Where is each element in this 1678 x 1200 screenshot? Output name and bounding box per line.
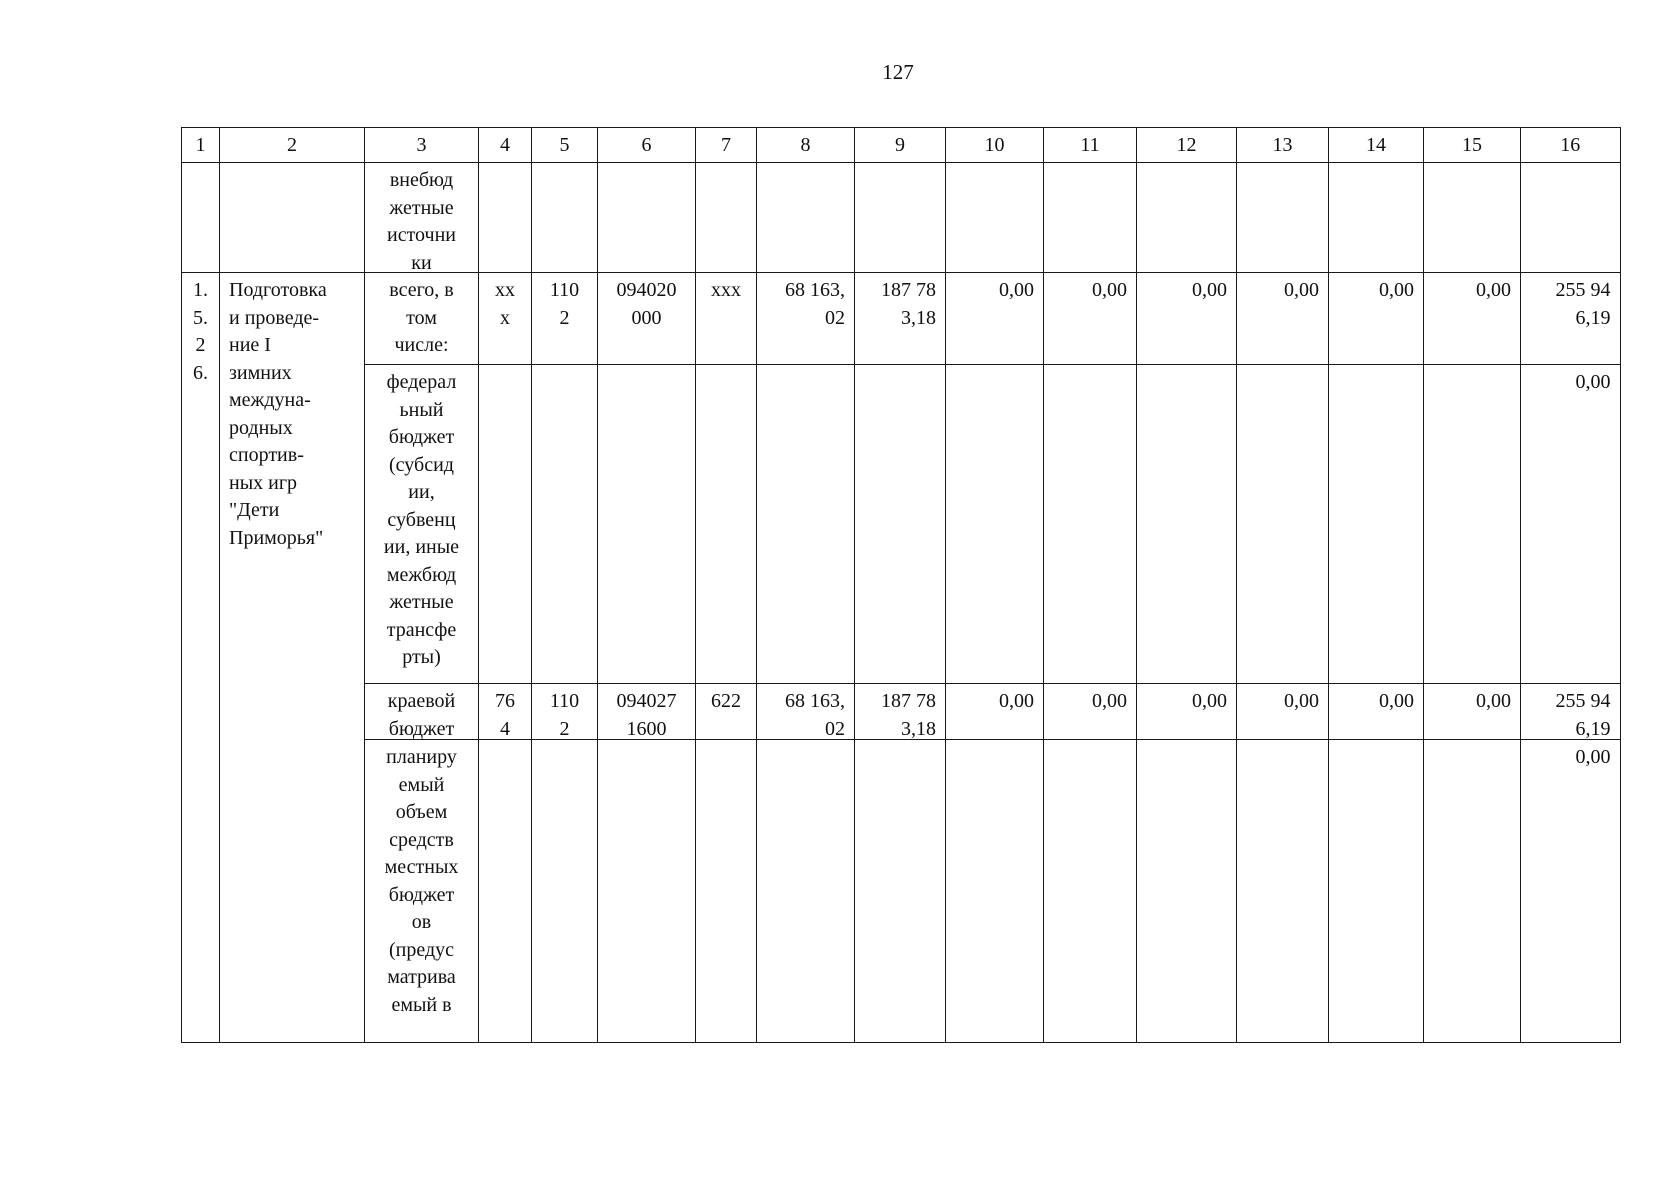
cell-text-line: 6,19: [1575, 717, 1611, 739]
cell-text-line: 0,00: [1284, 279, 1319, 301]
cell-text-line: 187 78: [881, 690, 936, 712]
table-cell-r2-c13: [1236, 272, 1328, 364]
header-cell-8: 8: [756, 127, 854, 162]
table-cell-r1-c13: [1236, 162, 1328, 272]
cell-text-line: (предус: [388, 938, 455, 961]
table-cell-r1-c10: [945, 162, 1043, 272]
cell-text-line: хх: [495, 279, 515, 301]
header-cell-13: 13: [1236, 127, 1328, 162]
table-cell-r2-c14: [1328, 272, 1423, 364]
cell-text-line: ов: [411, 911, 432, 933]
table-cell-r2-c7: [695, 272, 756, 364]
table-cell-r4-c9: [854, 683, 945, 739]
cell-text-line: 0,00: [1379, 279, 1414, 301]
cell-text-line: 0,00: [1476, 690, 1511, 712]
header-cell-5: 5: [531, 127, 597, 162]
cell-text-line: объем: [395, 801, 448, 823]
cell-text-line: 1.: [193, 279, 208, 301]
cell-text-line: 76: [495, 690, 515, 712]
cell-text-line: субвенц: [387, 508, 456, 531]
table-cell-r4-c13: [1236, 683, 1328, 739]
table-cell-r4-c16: [1520, 683, 1621, 739]
cell-text-line: родных: [229, 416, 293, 439]
table-cell-r1-c3: [364, 162, 478, 272]
header-cell-9: 9: [854, 127, 945, 162]
header-cell-10: 10: [945, 127, 1043, 162]
cell-text-line: всего, в: [389, 279, 454, 301]
table-cell-r1-c7: [695, 162, 756, 272]
cell-text-line: 0,00: [1192, 279, 1227, 301]
table-cell-r1-c15: [1423, 162, 1520, 272]
cell-text-line: числе:: [394, 334, 449, 356]
cell-text-line: 2: [195, 334, 206, 356]
cell-text-line: бюджет: [388, 883, 455, 906]
table-cell-r3-c3: [364, 364, 478, 683]
cell-text-line: 6.: [193, 361, 208, 384]
table-cell-r3-c13: [1236, 364, 1328, 683]
header-cell-7: 7: [695, 127, 756, 162]
cell-text-line: 0,00: [1379, 690, 1414, 712]
table-cell-r3-c12: [1136, 364, 1236, 683]
cell-text-line: планиру: [386, 746, 457, 768]
cell-text-line: том: [406, 306, 437, 329]
cell-text-line: ных игр: [229, 471, 298, 494]
cell-text-line: 187 78: [881, 279, 936, 301]
cell-text-line: федерал: [386, 371, 457, 393]
cell-text-line: 02: [825, 717, 845, 739]
cell-text-line: (субсид: [389, 453, 454, 476]
cell-text-line: Приморья": [229, 526, 324, 549]
cell-text-line: 110: [549, 690, 580, 712]
cell-text-line: емый: [398, 773, 445, 796]
table-cell-r4-c15: [1423, 683, 1520, 739]
header-cell-11: 11: [1043, 127, 1136, 162]
table-cell-r5-c6: [597, 739, 695, 1043]
table-cell-r4-c12: [1136, 683, 1236, 739]
cell-text-line: 5.: [193, 306, 208, 329]
cell-text-line: 000: [631, 306, 662, 329]
cell-text-line: 4: [500, 717, 510, 739]
table-cell-r5-c14: [1328, 739, 1423, 1043]
cell-text-line: 02: [825, 306, 845, 329]
cell-text-line: жетные: [389, 196, 454, 219]
cell-text-line: 255 94: [1555, 690, 1611, 712]
cell-text-line: ние I: [229, 334, 271, 356]
cell-text-line: 0,00: [1575, 746, 1611, 768]
cell-text-line: 0,00: [1092, 690, 1127, 712]
table-cell-r3-c11: [1043, 364, 1136, 683]
cell-text-line: бюджет: [388, 717, 455, 739]
cell-text-line: средств: [389, 828, 454, 851]
table-cell-r4-c10: [945, 683, 1043, 739]
cell-text-line: 255 94: [1555, 279, 1611, 301]
table-cell-r1-c11: [1043, 162, 1136, 272]
cell-text-line: ххх: [711, 279, 741, 301]
cell-text-line: 0,00: [1575, 371, 1611, 393]
table-cell-r2-c15: [1423, 272, 1520, 364]
table-cell-r3-c8: [756, 364, 854, 683]
header-cell-2: 2: [219, 127, 364, 162]
cell-text-line: 3,18: [901, 306, 936, 329]
table-cell-r2-c3: [364, 272, 478, 364]
table-cell-r1-c2: [219, 162, 364, 272]
header-cell-6: 6: [597, 127, 695, 162]
table-cell-r5-c8: [756, 739, 854, 1043]
table-cell-r2-c11: [1043, 272, 1136, 364]
cell-text-line: ьный: [399, 398, 444, 421]
cell-text-line: бюджет: [388, 426, 455, 448]
header-cell-1: 1: [181, 127, 219, 162]
cell-text-line: ки: [411, 251, 432, 272]
table-cell-r5-c15: [1423, 739, 1520, 1043]
table-cell-r2-c6: [597, 272, 695, 364]
cell-text-line: ии, иные: [383, 536, 460, 558]
table-cell-r3-c9: [854, 364, 945, 683]
cell-text-line: 68 163,: [785, 279, 845, 301]
table-cell-r1-c6: [597, 162, 695, 272]
cell-text-line: трансфе: [386, 618, 457, 641]
table-cell-r3-c10: [945, 364, 1043, 683]
cell-text-line: 0,00: [1092, 279, 1127, 301]
item-title-cell: [219, 272, 364, 1043]
table-cell-r2-c5: [531, 272, 597, 364]
cell-text-line: 094027: [616, 690, 677, 712]
table-cell-r5-c7: [695, 739, 756, 1043]
header-cell-12: 12: [1136, 127, 1236, 162]
table-cell-r1-c14: [1328, 162, 1423, 272]
table-cell-r1-c1: [181, 162, 219, 272]
cell-text-line: 2: [559, 306, 570, 329]
cell-text-line: 68 163,: [785, 690, 845, 712]
table-cell-r4-c7: [695, 683, 756, 739]
cell-text-line: рты): [402, 646, 441, 668]
table-cell-r2-c16: [1520, 272, 1621, 364]
cell-text-line: 6,19: [1575, 306, 1611, 329]
table-cell-r3-c15: [1423, 364, 1520, 683]
table-cell-r5-c16: [1520, 739, 1621, 1043]
table-cell-r3-c14: [1328, 364, 1423, 683]
cell-text-line: 1600: [626, 717, 667, 739]
cell-text-line: и проведе-: [229, 306, 320, 329]
table-cell-r2-c9: [854, 272, 945, 364]
table-cell-r5-c12: [1136, 739, 1236, 1043]
table-cell-r4-c8: [756, 683, 854, 739]
cell-text-line: внебюд: [389, 169, 454, 191]
header-cell-15: 15: [1423, 127, 1520, 162]
table-cell-r1-c5: [531, 162, 597, 272]
table-cell-r1-c9: [854, 162, 945, 272]
cell-text-line: 0,00: [1476, 279, 1511, 301]
cell-text-line: х: [500, 306, 510, 329]
table-cell-r4-c14: [1328, 683, 1423, 739]
header-cell-14: 14: [1328, 127, 1423, 162]
table-cell-r3-c5: [531, 364, 597, 683]
table-cell-r2-c12: [1136, 272, 1236, 364]
table-cell-r1-c4: [478, 162, 531, 272]
table-cell-r4-c3: [364, 683, 478, 739]
header-cell-16: 16: [1520, 127, 1621, 162]
cell-text-line: 622: [711, 690, 741, 712]
cell-text-line: 0,00: [999, 279, 1034, 301]
cell-text-line: межбюд: [386, 563, 457, 586]
cell-text-line: 3,18: [901, 717, 936, 739]
cell-text-line: междуна-: [229, 389, 311, 411]
cell-text-line: источни: [386, 224, 456, 246]
table-cell-r3-c16: [1520, 364, 1621, 683]
table-cell-r3-c6: [597, 364, 695, 683]
table-cell-r1-c12: [1136, 162, 1236, 272]
cell-text-line: спортив-: [229, 444, 304, 466]
cell-text-line: емый в: [391, 993, 452, 1016]
table-cell-r5-c13: [1236, 739, 1328, 1043]
table-cell-r4-c5: [531, 683, 597, 739]
cell-text-line: местных: [384, 856, 459, 878]
table-cell-r2-c8: [756, 272, 854, 364]
cell-text-line: 110: [549, 279, 580, 301]
cell-text-line: зимних: [229, 361, 292, 384]
table-cell-r5-c4: [478, 739, 531, 1043]
cell-text-line: краевой: [387, 690, 456, 712]
page-number: 127: [882, 60, 914, 84]
cell-text-line: 0,00: [1192, 690, 1227, 712]
cell-text-line: 0,00: [999, 690, 1034, 712]
cell-text-line: 2: [559, 717, 570, 739]
table-cell-r3-c4: [478, 364, 531, 683]
table-cell-r5-c10: [945, 739, 1043, 1043]
table-cell-r1-c16: [1520, 162, 1621, 272]
cell-text-line: матрива: [387, 966, 456, 988]
header-cell-4: 4: [478, 127, 531, 162]
table-cell-r5-c9: [854, 739, 945, 1043]
cell-text-line: ии,: [408, 481, 435, 503]
cell-text-line: 0,00: [1284, 690, 1319, 712]
table-cell-r1-c8: [756, 162, 854, 272]
table-cell-r4-c11: [1043, 683, 1136, 739]
cell-text-line: 094020: [616, 279, 677, 301]
table-cell-r4-c6: [597, 683, 695, 739]
item-number-cell: [181, 272, 219, 1043]
cell-text-line: Подготовка: [229, 279, 327, 301]
table-cell-r5-c3: [364, 739, 478, 1043]
table-cell-r2-c4: [478, 272, 531, 364]
table-cell-r5-c5: [531, 739, 597, 1043]
cell-text-line: жетные: [389, 591, 454, 613]
header-cell-3: 3: [364, 127, 478, 162]
cell-text-line: "Дети: [229, 499, 280, 521]
table-cell-r4-c4: [478, 683, 531, 739]
table-cell-r3-c7: [695, 364, 756, 683]
table-cell-r5-c11: [1043, 739, 1136, 1043]
table-cell-r2-c10: [945, 272, 1043, 364]
